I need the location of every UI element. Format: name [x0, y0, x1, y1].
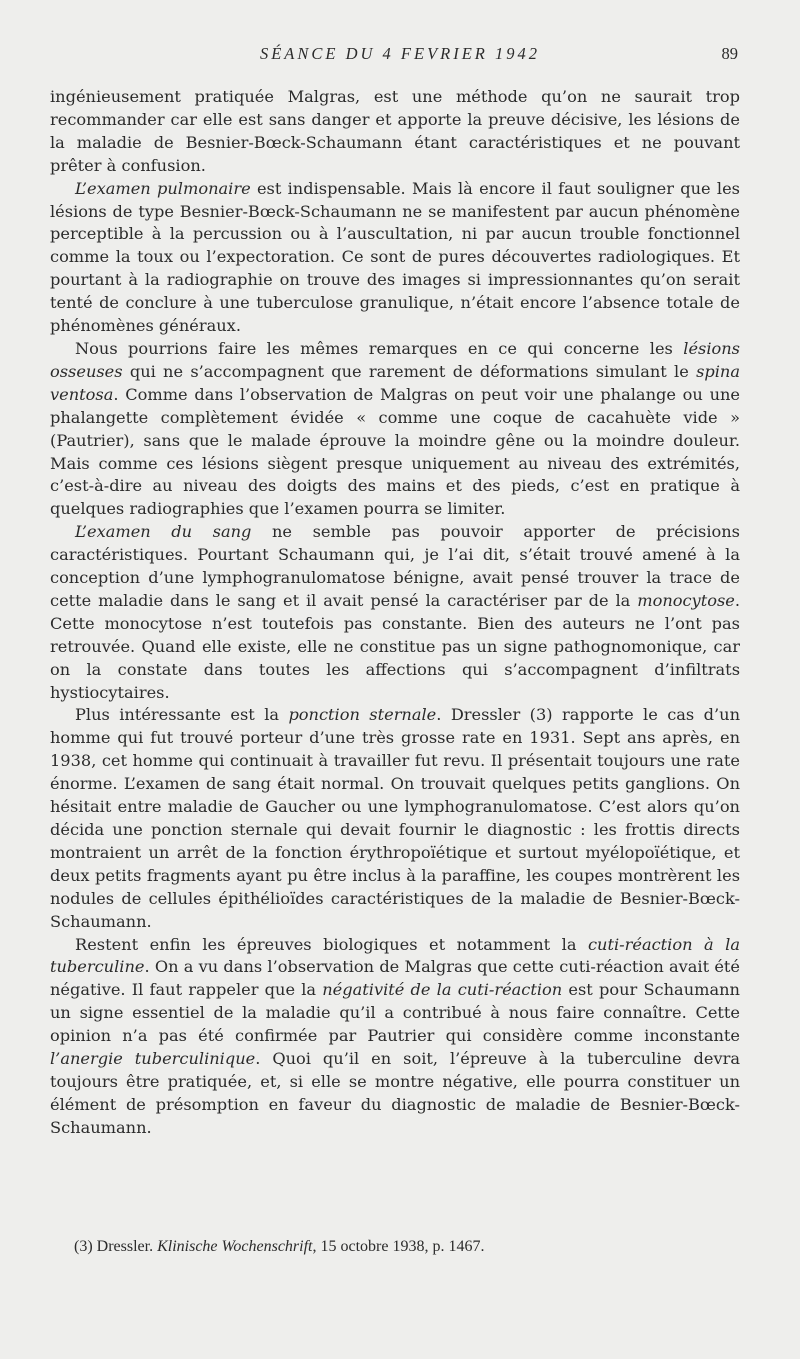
italic-text: L’examen pulmonaire: [75, 178, 251, 198]
text-run: Plus intéressante est la: [75, 705, 289, 725]
text-run: Nous pourrions faire les mêmes remarques en ce qui concerne les: [75, 338, 684, 358]
text-run: est indispensable. Mais là encore il faut souligner que les lésions de type Besnier-Bœck-Schaumann ne se manifestent par aucun phénomène perceptible à la percussion ou à l’auscultation, ni par aucun trouble fonctionnel comme la toux ou l’expectoration. Ce sont de pures découvertes radiologiques. Et pourtant à la radiographie on trouve des images si impressionnantes qu’on serait tenté de conclure à une tuberculose granulique, n’était encore l’absence totale de phénomènes généraux.: [50, 178, 740, 336]
page-header: [0, 44, 800, 68]
text-run: , 15 octobre 1938, p. 1467.: [312, 1238, 485, 1255]
italic-text: cuti-réaction à la tuberculine: [50, 934, 740, 977]
page-number: 89: [721, 44, 738, 63]
text-run: ingénieusement pratiquée Malgras, est une méthode qu’on ne saurait trop recommander car elle est sans danger et apporte la preuve décisive, les lésions de la maladie de Besnier-Bœck-Schaumann étant caractéristiques et ne pouvant prêter à confusion.: [50, 87, 740, 175]
italic-text: l’anergie tuberculinique: [50, 1049, 256, 1069]
text-run: est pour Schaumann un signe essentiel de la maladie qu’il a contribué à nous faire connaître. Cette opinion n’a pas été confirmée par Pautrier qui considère comme inconstante: [50, 980, 740, 1046]
paragraph: [50, 521, 740, 704]
paragraph: [50, 86, 740, 178]
running-title: SÉANCE DU 4 FEVRIER 1942: [259, 44, 541, 63]
paragraph: [50, 178, 740, 338]
italic-text: L’examen du sang: [75, 522, 252, 542]
text-run: . Cette monocytose n’est toutefois pas constante. Bien des auteurs ne l’ont pas retrouvée. Quand elle existe, elle ne constitue pas un signe pathognomonique, car on la constate dans toutes les affections qui s’accompagnent d’infiltrats hystiocytaires.: [50, 590, 740, 702]
text-run: Restent enfin les épreuves biologiques et notamment la: [75, 934, 588, 954]
italic-text: Klinische Wochenschrift: [157, 1238, 313, 1255]
paragraph: [50, 934, 740, 1140]
italic-text: négativité de la cuti-réaction: [322, 980, 563, 1000]
italic-text: ponction sternale: [288, 705, 437, 725]
text-run: . On a vu dans l’observation de Malgras que cette cuti-réaction avait été négative. Il faut rappeler que la: [50, 957, 740, 1000]
text-run: . Quoi qu’il en soit, l’épreuve à la tuberculine devra toujours être pratiquée, et, si elle se montre négative, elle pourra constituer un élément de présomption en faveur du diagnostic de maladie de Besnier-Bœck-Schaumann.: [50, 1049, 740, 1137]
italic-text: spina ventosa: [50, 361, 740, 404]
italic-text: monocytose: [637, 590, 735, 610]
text-run: . Comme dans l’observation de Malgras on peut voir une phalange ou une phalangette complètement évidée « comme une coque de cacahuète vide » (Pautrier), sans que le malade éprouve la moindre gêne ou la moindre douleur. Mais comme ces lésions siègent presque uniquement au niveau des extrémités, c’est-à-dire au niveau des doigts des mains et des pieds, c’est en pratique à quelques radiographies que l’examen pourra se limiter.: [50, 384, 740, 519]
paragraph: [50, 704, 740, 933]
text-run: ne semble pas pouvoir apporter de précisions caractéristiques. Pourtant Schaumann qui, je l’ai dit, s’était trouvé amené à la conception d’une lymphogranulomatose bénigne, avait pensé trouver la trace de cette maladie dans le sang et il avait pensé la caractériser par de la: [50, 522, 740, 610]
footnote: [50, 1238, 740, 1256]
text-run: . Dressler (3) rapporte le cas d’un homme qui fut trouvé porteur d’une très grosse rate en 1931. Sept ans après, en 1938, cet homme qui continuait à travailler fut revu. Il présentait toujours une rate énorme. L’examen de sang était normal. On trouvait quelques petits ganglions. On hésitait entre maladie de Gaucher ou une lymphogranulomatose. C’est alors qu’on décida une ponction sternale qui devait fournir le diagnostic : les frottis directs montraient un arrêt de la fonction érythropoïétique et surtout myélopoïétique, et deux petits fragments ayant pu être inclus à la paraffine, les coupes montrèrent les nodules de cellules épithélioïdes caractéristiques de la maladie de Besnier-Bœck-Schaumann.: [50, 705, 741, 931]
italic-text: lésions osseuses: [50, 338, 740, 381]
text-run: (3) Dressler.: [74, 1238, 158, 1255]
text-run: qui ne s’accompagnent que rarement de déformations simulant le: [122, 361, 697, 381]
body-text: [50, 86, 740, 1140]
paragraph: [50, 338, 740, 521]
